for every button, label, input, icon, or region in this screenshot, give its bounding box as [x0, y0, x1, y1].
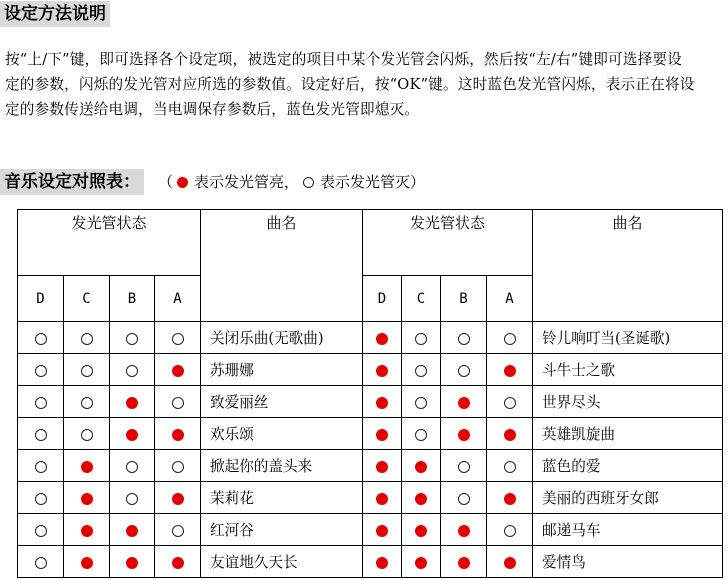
- led-off-icon: [35, 333, 47, 345]
- led-off-icon: [35, 525, 47, 537]
- left-led-cell-d: [18, 450, 64, 482]
- left-led-cell-c: [64, 546, 110, 578]
- led-off-icon: [504, 525, 516, 537]
- left-led-cell-a: [155, 482, 201, 514]
- led-on-icon: [415, 493, 427, 505]
- led-on-icon: [415, 525, 427, 537]
- right-led-cell-a: [487, 514, 533, 546]
- led-on-icon: [172, 493, 184, 505]
- right-led-cell-c: [402, 514, 441, 546]
- led-off-icon: [458, 333, 470, 345]
- led-on-icon: [172, 429, 184, 441]
- right-led-cell-b: [441, 418, 487, 450]
- led-label-b: B: [441, 276, 487, 322]
- led-label-a: A: [155, 276, 201, 322]
- led-off-icon: [415, 429, 427, 441]
- right-led-cell-a: [487, 546, 533, 578]
- right-led-cell-b: [441, 450, 487, 482]
- led-off-icon: [35, 493, 47, 505]
- left-song-name: 苏珊娜: [201, 354, 363, 386]
- table-row: [18, 418, 723, 450]
- led-on-icon: [458, 397, 470, 409]
- led-on-icon: [376, 333, 388, 345]
- right-song-name: 邮递马车: [533, 514, 723, 546]
- left-led-cell-d: [18, 322, 64, 354]
- led-on-icon: [458, 429, 470, 441]
- led-off-icon: [35, 429, 47, 441]
- left-led-cell-c: [64, 354, 110, 386]
- led-off-icon: [415, 365, 427, 377]
- left-led-cell-a: [155, 450, 201, 482]
- left-led-cell-d: [18, 386, 64, 418]
- led-label-d: D: [363, 276, 402, 322]
- left-led-cell-a: [155, 386, 201, 418]
- right-led-cell-b: [441, 546, 487, 578]
- led-off-icon: [126, 493, 138, 505]
- led-off-icon: [458, 493, 470, 505]
- led-on-icon: [126, 397, 138, 409]
- left-led-cell-d: [18, 546, 64, 578]
- led-off-icon: [458, 365, 470, 377]
- led-off-icon: [35, 365, 47, 377]
- led-off-icon: [35, 397, 47, 409]
- right-song-name: 英雄凯旋曲: [533, 418, 723, 450]
- led-on-icon: [504, 557, 516, 569]
- led-off-icon: [415, 333, 427, 345]
- right-led-cell-c: [402, 482, 441, 514]
- left-song-name: 红河谷: [201, 514, 363, 546]
- led-status-header-left: 发光管状态: [18, 210, 201, 276]
- right-song-name: 蓝色的爱: [533, 450, 723, 482]
- song-name-header-right: 曲名: [533, 210, 723, 322]
- led-off-icon: [172, 333, 184, 345]
- led-off-icon: [504, 333, 516, 345]
- table-row: [18, 450, 723, 482]
- left-led-cell-b: [110, 386, 155, 418]
- right-led-cell-c: [402, 322, 441, 354]
- table-row: [18, 386, 723, 418]
- song-name-header-left: 曲名: [201, 210, 363, 322]
- right-led-cell-b: [441, 482, 487, 514]
- legend: [158, 171, 425, 193]
- right-led-cell-a: [487, 482, 533, 514]
- led-off-icon: [35, 557, 47, 569]
- left-led-cell-b: [110, 450, 155, 482]
- led-label-c: C: [402, 276, 441, 322]
- led-on-icon: [415, 557, 427, 569]
- right-led-cell-b: [441, 354, 487, 386]
- led-off-icon: [81, 429, 93, 441]
- table-row: [18, 322, 723, 354]
- right-song-name: 世界尽头: [533, 386, 723, 418]
- right-led-cell-d: [363, 386, 402, 418]
- legend-open-paren: （: [158, 173, 174, 191]
- right-led-cell-d: [363, 322, 402, 354]
- right-led-cell-a: [487, 450, 533, 482]
- right-led-cell-a: [487, 418, 533, 450]
- left-led-cell-c: [64, 514, 110, 546]
- led-on-icon: [376, 365, 388, 377]
- led-off-icon: [81, 397, 93, 409]
- right-led-cell-b: [441, 514, 487, 546]
- led-on-icon: [126, 525, 138, 537]
- led-off-icon: [172, 397, 184, 409]
- left-led-cell-d: [18, 482, 64, 514]
- right-song-name: 铃儿响叮当(圣诞歌): [533, 322, 723, 354]
- right-led-cell-d: [363, 514, 402, 546]
- table-row: [18, 514, 723, 546]
- led-status-header-right: 发光管状态: [363, 210, 533, 276]
- led-on-icon: [458, 557, 470, 569]
- led-off-icon: [126, 365, 138, 377]
- left-song-name: 茉莉花: [201, 482, 363, 514]
- led-on-icon: [81, 557, 93, 569]
- left-led-cell-c: [64, 322, 110, 354]
- led-off-icon: [458, 461, 470, 473]
- left-led-cell-a: [155, 354, 201, 386]
- left-song-name: 关闭乐曲(无歌曲): [201, 322, 363, 354]
- left-led-cell-d: [18, 418, 64, 450]
- right-led-cell-b: [441, 322, 487, 354]
- legend-on-text: 表示发光管亮，: [194, 173, 300, 191]
- led-on-icon: [504, 429, 516, 441]
- led-off-icon: [81, 365, 93, 377]
- left-led-cell-b: [110, 514, 155, 546]
- right-led-cell-a: [487, 386, 533, 418]
- led-label-a: A: [487, 276, 533, 322]
- table-body: [18, 322, 723, 578]
- led-on-icon: [376, 461, 388, 473]
- led-off-icon: [172, 461, 184, 473]
- left-song-name: 友谊地久天长: [201, 546, 363, 578]
- led-off-icon: [303, 177, 314, 188]
- left-song-name: 掀起你的盖头来: [201, 450, 363, 482]
- left-led-cell-c: [64, 482, 110, 514]
- left-led-cell-a: [155, 514, 201, 546]
- right-led-cell-c: [402, 546, 441, 578]
- right-led-cell-d: [363, 482, 402, 514]
- led-on-icon: [177, 177, 188, 188]
- led-on-icon: [504, 493, 516, 505]
- left-led-cell-d: [18, 514, 64, 546]
- table-row: [18, 482, 723, 514]
- table-row: [18, 354, 723, 386]
- led-off-icon: [126, 333, 138, 345]
- led-on-icon: [415, 461, 427, 473]
- left-led-cell-a: [155, 418, 201, 450]
- left-led-cell-d: [18, 354, 64, 386]
- legend-off-text: 表示发光管灭）: [320, 173, 426, 191]
- left-led-cell-b: [110, 482, 155, 514]
- led-label-d: D: [18, 276, 64, 322]
- led-on-icon: [126, 429, 138, 441]
- right-led-cell-c: [402, 450, 441, 482]
- led-on-icon: [81, 525, 93, 537]
- left-led-cell-c: [64, 418, 110, 450]
- led-on-icon: [126, 557, 138, 569]
- led-off-icon: [81, 333, 93, 345]
- led-on-icon: [81, 461, 93, 473]
- right-led-cell-c: [402, 354, 441, 386]
- right-song-name: 美丽的西班牙女郎: [533, 482, 723, 514]
- led-off-icon: [504, 397, 516, 409]
- right-led-cell-c: [402, 386, 441, 418]
- led-off-icon: [172, 525, 184, 537]
- left-led-cell-b: [110, 354, 155, 386]
- left-led-cell-c: [64, 386, 110, 418]
- led-on-icon: [81, 493, 93, 505]
- table-row: [18, 546, 723, 578]
- led-on-icon: [376, 493, 388, 505]
- instructions-paragraph: 按“上/下”键，即可选择各个设定项，被选定的项目中某个发光管会闪烁，然后按“左/右”键即可选择要设定的参数，闪烁的发光管对应所选的参数值。设定好后，按“OK”键。这时蓝色发光管闪烁，表示正在将设定的参数传送给电调，当电调保存参数后，蓝色发光管即熄灭。: [5, 51, 695, 118]
- led-on-icon: [376, 429, 388, 441]
- right-song-name: 爱情鸟: [533, 546, 723, 578]
- section-title: 设定方法说明: [0, 1, 110, 27]
- right-song-name: 斗牛士之歌: [533, 354, 723, 386]
- led-off-icon: [35, 461, 47, 473]
- led-off-icon: [504, 461, 516, 473]
- left-led-cell-a: [155, 322, 201, 354]
- led-off-icon: [126, 461, 138, 473]
- led-on-icon: [172, 365, 184, 377]
- led-label-c: C: [64, 276, 110, 322]
- left-led-cell-b: [110, 322, 155, 354]
- led-label-b: B: [110, 276, 155, 322]
- left-song-name: 欢乐颂: [201, 418, 363, 450]
- led-on-icon: [376, 525, 388, 537]
- right-led-cell-a: [487, 354, 533, 386]
- led-on-icon: [376, 557, 388, 569]
- right-led-cell-d: [363, 354, 402, 386]
- right-led-cell-d: [363, 418, 402, 450]
- led-on-icon: [504, 365, 516, 377]
- left-led-cell-b: [110, 546, 155, 578]
- led-on-icon: [172, 557, 184, 569]
- right-led-cell-b: [441, 386, 487, 418]
- right-led-cell-a: [487, 322, 533, 354]
- right-led-cell-d: [363, 450, 402, 482]
- led-on-icon: [458, 525, 470, 537]
- left-led-cell-b: [110, 418, 155, 450]
- led-off-icon: [415, 397, 427, 409]
- music-settings-table: [17, 209, 723, 578]
- left-led-cell-a: [155, 546, 201, 578]
- right-led-cell-d: [363, 546, 402, 578]
- music-table-title: 音乐设定对照表：: [0, 169, 144, 195]
- right-led-cell-c: [402, 418, 441, 450]
- left-song-name: 致爱丽丝: [201, 386, 363, 418]
- led-on-icon: [376, 397, 388, 409]
- left-led-cell-c: [64, 450, 110, 482]
